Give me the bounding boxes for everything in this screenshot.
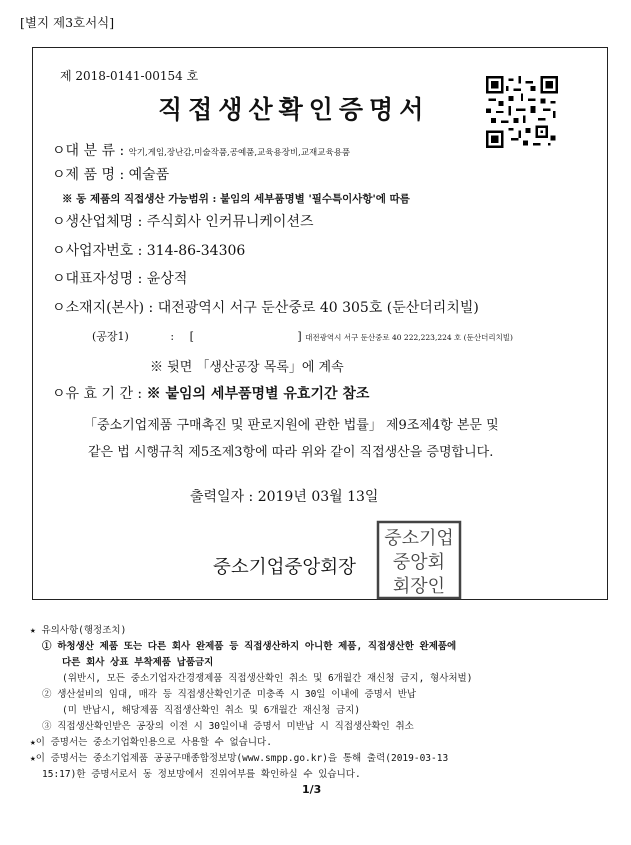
issuer-name: 중소기업중앙회장 xyxy=(213,557,356,578)
business-number-value: 314-86-34306 xyxy=(146,243,246,259)
factory-label: (공장1) xyxy=(92,330,129,343)
validity-value: ※ 붙임의 세부품명별 유효기간 참조 xyxy=(146,386,370,402)
footer-line-4: (위반시, 모든 중소기업자간경쟁제품 직접생산확인 취소 및 6개월간 재신청 금지, 형사처벌) xyxy=(62,673,473,684)
body-line-2: 같은 법 시행규칙 제5조제3항에 따라 위와 같이 직접생산을 증명합니다. xyxy=(88,445,494,460)
category-row xyxy=(52,140,350,160)
ceo-value: 윤상적 xyxy=(146,271,188,287)
body-line-1: 「중소기업제품 구매촉진 및 판로지원에 관한 법률」 제9조제4항 본문 및 xyxy=(84,418,499,433)
factory-row xyxy=(92,328,513,344)
footer-line-3: 다른 회사 상표 부착제품 납품금지 xyxy=(62,657,214,668)
seal-line-2: 중앙회 xyxy=(392,552,446,573)
footer-line-7: ③ 직접생산확인받은 공장의 이전 시 30일이내 증명서 미반납 시 직접생산확인 취소 xyxy=(42,721,414,732)
ceo-label: ㅇ대표자성명 : xyxy=(52,271,143,287)
scope-note: ※ 동 제품의 직접생산 가능범위 : 붙임의 세부품명별 '필수특이사항'에 따름 xyxy=(62,193,410,205)
qr-code xyxy=(486,76,558,148)
seal-line-1: 중소기업 xyxy=(384,528,454,549)
business-number-label: ㅇ사업자번호 : xyxy=(52,243,143,259)
product-row xyxy=(52,164,169,184)
category-value: 악기,게임,장난감,미술작품,공예품,교육용장비,교재교육용품 xyxy=(128,148,351,158)
factory-list-note: ※ 뒷면 「생산공장 목록」에 계속 xyxy=(150,360,344,375)
product-value: 예술품 xyxy=(128,167,170,183)
certificate-title: 직접생산확인증명서 xyxy=(158,95,430,124)
footer-line-1: ★ 유의사항(행정조치) xyxy=(30,625,127,636)
validity-row xyxy=(52,383,369,403)
certificate-number: 제 2018-0141-00154 호 xyxy=(60,69,199,83)
address-value: 대전광역시 서구 둔산중로 40 305호 (둔산더리치빌) xyxy=(157,300,479,316)
official-seal xyxy=(376,520,462,600)
product-label: ㅇ제 품 명 : xyxy=(52,167,125,183)
address-row xyxy=(52,297,479,317)
footer-line-5: ② 생산설비의 임대, 매각 등 직접생산확인기준 미충족 시 30일 이내에 증명서 반납 xyxy=(42,689,417,700)
page-number: 1/3 xyxy=(302,783,322,796)
category-label: ㅇ대 분 류 : xyxy=(52,143,125,159)
footer-line-9: ★이 증명서는 중소기업제품 공공구매종합정보망(www.smpp.go.kr)을 통해 출력(2019-03-13 xyxy=(30,753,449,764)
ceo-row xyxy=(52,268,187,288)
seal-line-3: 회장인 xyxy=(392,576,446,597)
print-date: 출력일자 : 2019년 03월 13일 xyxy=(190,489,379,505)
factory-bracket-open: [ xyxy=(189,330,194,343)
factory-value: 대전광역시 서구 둔산중로 40 222,223,224 호 (둔산더리치빌) xyxy=(305,333,513,342)
form-label: [별지 제3호서식] xyxy=(20,15,115,30)
address-label: ㅇ소재지(본사) : xyxy=(52,300,154,316)
footer-line-10: 15:17)한 증명서로서 동 정보망에서 진위여부를 확인하실 수 있습니다. xyxy=(42,769,361,780)
company-row xyxy=(52,211,314,231)
validity-label: ㅇ유 효 기 간 : xyxy=(52,386,143,402)
footer-line-2: ① 하청생산 제품 또는 다른 회사 완제품 등 직접생산하지 아니한 제품, 직접생산한 완제품에 xyxy=(42,641,457,652)
company-label: ㅇ생산업체명 : xyxy=(52,214,143,230)
factory-bracket-close: ] xyxy=(297,330,302,343)
factory-colon: : xyxy=(170,330,175,343)
footer-line-8: ★이 증명서는 중소기업확인용으로 사용할 수 없습니다. xyxy=(30,737,272,748)
footer-line-6: (미 반납시, 해당제품 직접생산확인 취소 및 6개월간 재신청 금지) xyxy=(62,705,361,716)
business-number-row xyxy=(52,240,245,260)
company-value: 주식회사 인커뮤니케이션즈 xyxy=(146,214,314,230)
